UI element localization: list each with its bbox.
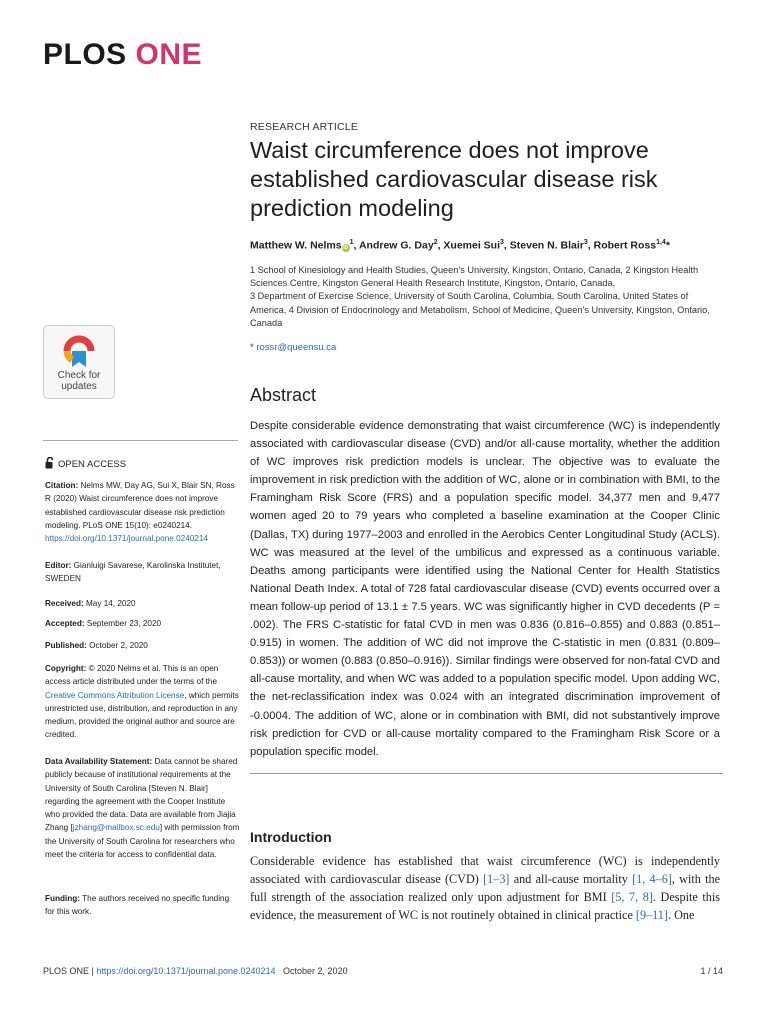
intro-text-segment: . Despite this evidence, the measurement of WC is not routinely obtained in clinical practice bbox=[250, 890, 720, 922]
intro-text-segment: , with the full strength of the association realized only upon adjustment for BMI bbox=[250, 872, 720, 904]
journal-logo bbox=[43, 38, 202, 72]
citation-label: Citation: bbox=[45, 481, 79, 490]
author-name[interactable]: Andrew G. Day bbox=[358, 239, 434, 252]
corresponding-author bbox=[250, 342, 336, 353]
citation-link[interactable]: [5, 7, 8] bbox=[611, 890, 653, 904]
received-block bbox=[45, 597, 240, 610]
check-updates-text bbox=[44, 370, 114, 392]
author-affiliation: 3 bbox=[500, 239, 504, 246]
sidebar-divider bbox=[43, 440, 238, 441]
check-updates-line1: Check for bbox=[57, 370, 101, 381]
intro-text-segment: and all-cause mortality bbox=[509, 872, 633, 886]
citation-link[interactable]: [1, 4–6] bbox=[632, 872, 672, 886]
author-separator: , bbox=[437, 239, 444, 252]
data-availability-label: Data Availability Statement: bbox=[45, 757, 153, 766]
funding-label: Funding: bbox=[45, 894, 81, 903]
author-separator: , bbox=[587, 239, 594, 252]
intro-text-segment: Considerable evidence has established that waist circumference (WC) is independently associated with cardiovascular disease (CVD) bbox=[250, 854, 720, 886]
article-title: Waist circumference does not improve established cardiovascular disease risk prediction modeling bbox=[250, 137, 658, 221]
author-affiliation: 1,4 bbox=[656, 239, 666, 246]
abstract-text: Despite considerable evidence demonstrating that waist circumference (WC) is independently associated with cardiovascular disease (CVD) and/or all-cause mortality, whether the addition of WC improves risk prediction models is unclear. The objective was to evaluate the improvement in risk prediction with the addition of WC, alone or in combination with BMI, to the Framingham Risk Score (FRS) and a population specific model. 34,377 men and 9,477 women aged 20 to 79 years who completed a baseline examination at the Cooper Clinic (Dallas, TX) during 1977–2003 and enrolled in the Aerobics Center Longitudinal Study (ACLS). WC was measured at the level of the umbilicus and expressed as a continuous variable. Deaths among participants were identified using the National Center for Health Statistics National Death Index. A total of 728 fatal cardiovascular disease (CVD) events occurred over a mean follow-up period of 13.1 ± 7.5 years. WC was significantly higher in CVD decedents (P = .002). The FRS C-statistic for fatal CVD in men was 0.836 (0.816–0.855) and 0.883 (0.851–0.915) in women. The addition of WC did not improve the C-statistic in men (0.831 (0.809–0.853)) or women (0.883 (0.850–0.916)). Similar findings were observed for non-fatal CVD and all-cause mortality, and when WC was added to a population specific model. Upon adding WC, the net-reclassification index was 0.024 with an integrated discrimination improvement of -0.0004. The addition of WC, alone or in combination with BMI, did not substantively improve risk prediction for CVD or all-cause mortality compared to the Framingham Risk Score or a population specific model. bbox=[250, 420, 720, 758]
copyright-label: Copyright: bbox=[45, 664, 87, 673]
introduction-text bbox=[250, 852, 720, 924]
copyright-text: , which permits unrestricted use, distribution, and reproduction in any medium, provided the original author and source are credited. bbox=[45, 690, 239, 740]
logo-one: ONE bbox=[135, 38, 203, 71]
affiliation-line: 1 School of Kinesiology and Health Studies, Queen’s University, Kingston, Ontario, Canada, 2 Kingston Health Sciences Centre, Kingston General Health Research Institute, Kingston, Ontario, Canada, bbox=[250, 265, 699, 289]
abstract-divider bbox=[250, 773, 723, 774]
data-availability-text: ] with permission from the University of South Carolina for researchers who meet the criteria for access to confidential data. bbox=[45, 823, 240, 860]
affiliations bbox=[250, 264, 725, 330]
intro-text-segment: . One bbox=[667, 908, 695, 922]
accepted-label: Accepted: bbox=[45, 619, 85, 628]
footer-date: October 2, 2020 bbox=[283, 966, 348, 976]
page-footer bbox=[43, 966, 723, 976]
footer-journal: PLOS ONE bbox=[43, 966, 90, 976]
copyright-text: © 2020 Nelms et al. This is an open access article distributed under the terms of the bbox=[45, 664, 219, 687]
check-updates-icon bbox=[63, 333, 95, 369]
funding-text: The authors received no specific funding for this work. bbox=[45, 894, 230, 917]
author-affiliation: 3 bbox=[583, 239, 588, 246]
citation-link[interactable]: [1–3] bbox=[483, 872, 510, 886]
footer-doi-link[interactable]: https://doi.org/10.1371/journal.pone.0240214 bbox=[96, 966, 276, 976]
doi-link[interactable]: https://doi.org/10.1371/journal.pone.0240214 bbox=[45, 534, 208, 544]
open-access-text: OPEN ACCESS bbox=[58, 459, 127, 470]
email-link[interactable]: rossr@queensu.ca bbox=[256, 342, 337, 353]
abstract-heading: Abstract bbox=[250, 385, 317, 405]
data-email-link[interactable]: jzhang@mailbox.sc.edu bbox=[72, 823, 160, 833]
editor-block bbox=[45, 559, 240, 586]
check-updates-line2: updates bbox=[61, 381, 97, 392]
logo-plos: PLOS bbox=[43, 38, 127, 71]
author-list bbox=[250, 239, 730, 252]
introduction-heading: Introduction bbox=[250, 829, 332, 845]
check-for-updates-badge[interactable] bbox=[43, 325, 115, 399]
author-separator: , bbox=[353, 239, 359, 252]
open-lock-icon bbox=[45, 457, 55, 469]
published-block bbox=[45, 639, 240, 652]
author-name[interactable]: Matthew W. Nelms bbox=[250, 239, 342, 252]
accepted-date: September 23, 2020 bbox=[84, 619, 162, 628]
corresponding-asterisk: * bbox=[250, 342, 254, 353]
corresponding-mark: * bbox=[665, 239, 670, 252]
published-date: October 2, 2020 bbox=[86, 641, 148, 650]
citation-link[interactable]: [9–11] bbox=[635, 908, 668, 922]
article-type: RESEARCH ARTICLE bbox=[250, 121, 359, 133]
accepted-block bbox=[45, 617, 240, 630]
editor-label: Editor: bbox=[45, 561, 72, 570]
open-access-label bbox=[45, 457, 126, 470]
page-number: 1 / 14 bbox=[700, 966, 723, 976]
author-affiliation: 1 bbox=[349, 239, 354, 246]
citation-text: Nelms MW, Day AG, Sui X, Blair SN, Ross R (2020) Waist circumference does not improve established cardiovascular disease risk prediction modeling. PLoS ONE 15(10): e0240214. bbox=[45, 481, 235, 530]
author-name[interactable]: Robert Ross bbox=[593, 239, 657, 252]
affiliation-line: 3 Department of Exercise Science, University of South Carolina, Columbia, South Carolina, United States of America, 4 Division of Endocrinology and Metabolism, School of Medicine, Queen’s University, Kingston, Ontario, Canada bbox=[250, 291, 710, 328]
data-availability-text: Data cannot be shared publicly because of institutional requirements at the University of South Carolina [Steven N. Blair] regarding the agreement with the Cooper Institute who provided the data. Data are available from Jiajia Zhang [ bbox=[45, 757, 238, 833]
author-name[interactable]: Xuemei Sui bbox=[443, 239, 501, 252]
editor-text: Gianluigi Savarese, Karolinska Institutet, SWEDEN bbox=[45, 561, 221, 584]
license-link[interactable]: Creative Commons Attribution License bbox=[45, 690, 185, 700]
citation-block bbox=[45, 479, 240, 545]
author-separator: , bbox=[503, 239, 510, 252]
published-label: Published: bbox=[45, 641, 87, 650]
data-availability-block bbox=[45, 755, 240, 861]
orcid-icon[interactable]: iD bbox=[343, 244, 349, 251]
funding-block bbox=[45, 892, 240, 919]
received-label: Received: bbox=[45, 599, 84, 608]
copyright-block bbox=[45, 662, 240, 742]
received-date: May 14, 2020 bbox=[83, 599, 136, 608]
author-affiliation: 2 bbox=[433, 239, 438, 246]
author-name[interactable]: Steven N. Blair bbox=[509, 239, 584, 252]
footer-divider: | bbox=[89, 966, 97, 976]
